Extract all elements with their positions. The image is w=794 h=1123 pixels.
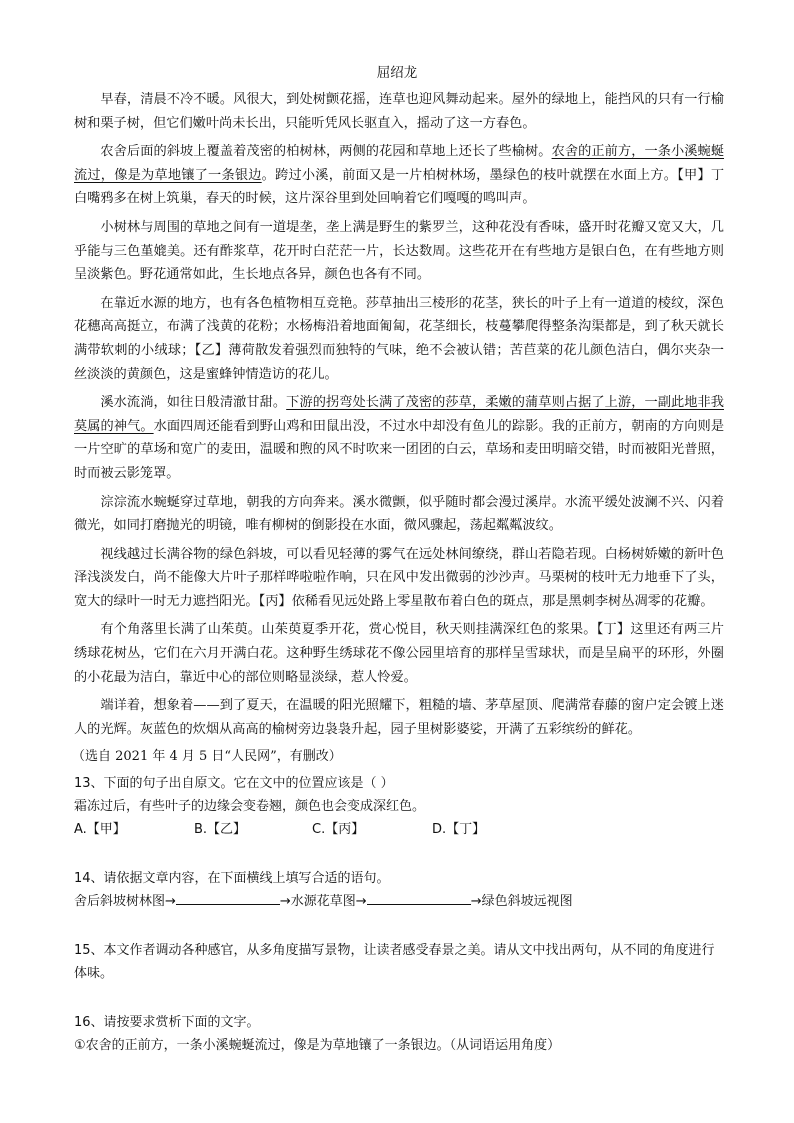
question-14-chain <box>74 890 724 913</box>
question-16-item-1: ①农舍的正前方，一条小溪蜿蜒流过，像是为草地镶了一条银边。（从词语运用角度） <box>74 1038 561 1053</box>
chain-part-1: 舍后斜坡树林图→ <box>74 894 176 909</box>
option-b[interactable]: B.【乙】 <box>194 822 247 837</box>
option-d[interactable]: D.【丁】 <box>432 822 486 837</box>
source-note: （选自 2021 年 4 月 5 日“人民网”，有删改） <box>72 749 342 765</box>
underlined-sentence-2: 下游的拐弯处长满了茂密的莎草，柔嫩的蒲草则占据了上游，一副此地非我莫属的神气。 <box>74 395 724 434</box>
answer-blank-2[interactable] <box>367 890 471 905</box>
underlined-sentence-1: 农舍的正前方，一条小溪蜿蜒流过，像是为草地镶了一条银边 <box>74 144 725 183</box>
question-13-options <box>74 818 724 841</box>
option-a[interactable]: A.【甲】 <box>74 822 126 837</box>
question-13-stem: 13、下面的句子出自原文。它在文中的位置应该是（ ） <box>74 776 394 791</box>
paragraph-3: 小树林与周围的草地之间有一道堤垄，垄上满是野生的紫罗兰，这种花没有香味，盛开时花瓣又宽又大，几乎能与三色堇媲美。还有酢浆草，花开时白茫茫一片，长达数周。这些花开在有些地方是银白色，在有些地方则呈淡紫色。野花通常如此，生长地点各异，颜色也各有不同。 <box>74 219 724 283</box>
question-15-text: 15、本文作者调动各种感官，从多角度描写景物，让读者感受春景之美。请从文中找出两句，从不同的角度进行体味。 <box>74 943 715 981</box>
question-13-sentence: 霜冻过后，有些叶子的边缘会变卷翘，颜色也会变成深红色。 <box>74 799 426 814</box>
paragraph-4: 在靠近水源的地方，也有各色植物相互竞艳。莎草抽出三棱形的花茎，狭长的叶子上有一道道的棱纹，深色花穗高高挺立，布满了浅黄的花粉；水杨梅沿着地面匍匐，花茎细长，枝蔓攀爬得整条沟渠都是，到了秋天就长满带软刺的小绒球；【乙】薄荷散发着强烈而独特的气味，绝不会被认错；苦苣菜的花儿颜色洁白，偶尔夹杂一丝淡淡的黄颜色，这是蜜蜂钟情造访的花儿。 <box>74 295 724 382</box>
question-14-stem: 14、请依据文章内容，在下面横线上填写合适的语句。 <box>74 871 390 886</box>
paragraph-2-start: 农舍后面的斜坡上覆盖着茂密的柏树林，两侧的花园和草地上还长了些榆树。 <box>100 144 552 160</box>
chain-part-3: →绿色斜坡远视图 <box>470 894 573 909</box>
question-16-stem: 16、请按要求赏析下面的文字。 <box>74 1015 260 1030</box>
paragraph-2-end: 。跨过小溪，前面又是一片柏树林场，墨绿色的枝叶就摆在水面上方。【甲】丁白嘴鸦多在树上筑巢，春天的时候，这片深谷里到处回响着它们嘎嘎的鸣叫声。 <box>74 167 725 207</box>
chain-part-2: →水源花草图→ <box>279 894 367 909</box>
author-name: 屈绍龙 <box>376 65 418 81</box>
paragraph-2 <box>74 140 724 211</box>
answer-blank-1[interactable] <box>176 890 280 905</box>
question-14 <box>74 867 724 913</box>
question-15 <box>74 939 724 985</box>
paragraph-7: 视线越过长满谷物的绿色斜坡，可以看见轻薄的雾气在远处林间缭绕，群山若隐若现。白杨树娇嫩的新叶色泽浅淡发白，尚不能像大片叶子那样哗啦啦作响，只在风中发出微弱的沙沙声。马栗树的枝叶无力地垂下了头，宽大的绿叶一时无力遮挡阳光。【丙】依稀看见远处路上零星散布着白色的斑点，那是黑刺李树丛凋零的花瓣。 <box>74 546 724 609</box>
option-c[interactable]: C.【丙】 <box>312 822 365 837</box>
paragraph-5-start: 溪水流淌，如往日般清澈甘甜。 <box>100 395 287 411</box>
paragraph-1: 早春，清晨不冷不暖。风很大，到处树颤花摇，连草也迎风舞动起来。屋外的绿地上，能挡风的只有一行榆树和栗子树，但它们嫩叶尚未长出，只能听凭风长驱直入，摇动了这一方春色。 <box>74 92 724 131</box>
questions-section <box>74 772 724 1083</box>
paragraph-8: 有个角落里长满了山茱萸。山茱萸夏季开花，赏心悦目，秋天则挂满深红色的浆果。【丁】这里还有两三片绣球花树丛，它们在六月开满白花。这种野生绣球花不像公园里培育的那样呈雪球状，而是呈扁平的环形，外圈的小花最为洁白，靠近中心的部位则略显淡绿，惹人怜爱。 <box>74 622 724 685</box>
paragraph-5-end: 水面四周还能看到野山鸡和田鼠出没，不过水中却没有鱼儿的踪影。我的正前方，朝南的方向则是一片空旷的草场和宽广的麦田，温暖和煦的风不时吹来一团团的白云，草场和麦田明暗交错，时而被阳光普照，时而被云影笼罩。 <box>74 418 725 481</box>
question-16 <box>74 1011 724 1057</box>
paragraph-9: 端详着，想象着——到了夏天，在温暖的阳光照耀下，粗糙的墙、茅草屋顶、爬满常春藤的窗户定会镀上迷人的光辉。灰蓝色的炊烟从高高的榆树旁边袅袅升起，园子里树影婆娑，开满了五彩缤纷的鲜花。 <box>74 698 724 737</box>
paragraph-6: 淙淙流水蜿蜒穿过草地，朝我的方向奔来。溪水微颤，似乎随时都会漫过溪岸。水流平缓处波澜不兴、闪着微光，如同打磨抛光的明镜，唯有柳树的倒影投在水面，微风骤起，荡起粼粼波纹。 <box>74 494 724 534</box>
article-body <box>74 88 724 768</box>
question-13 <box>74 772 724 841</box>
paragraph-5 <box>74 391 724 485</box>
